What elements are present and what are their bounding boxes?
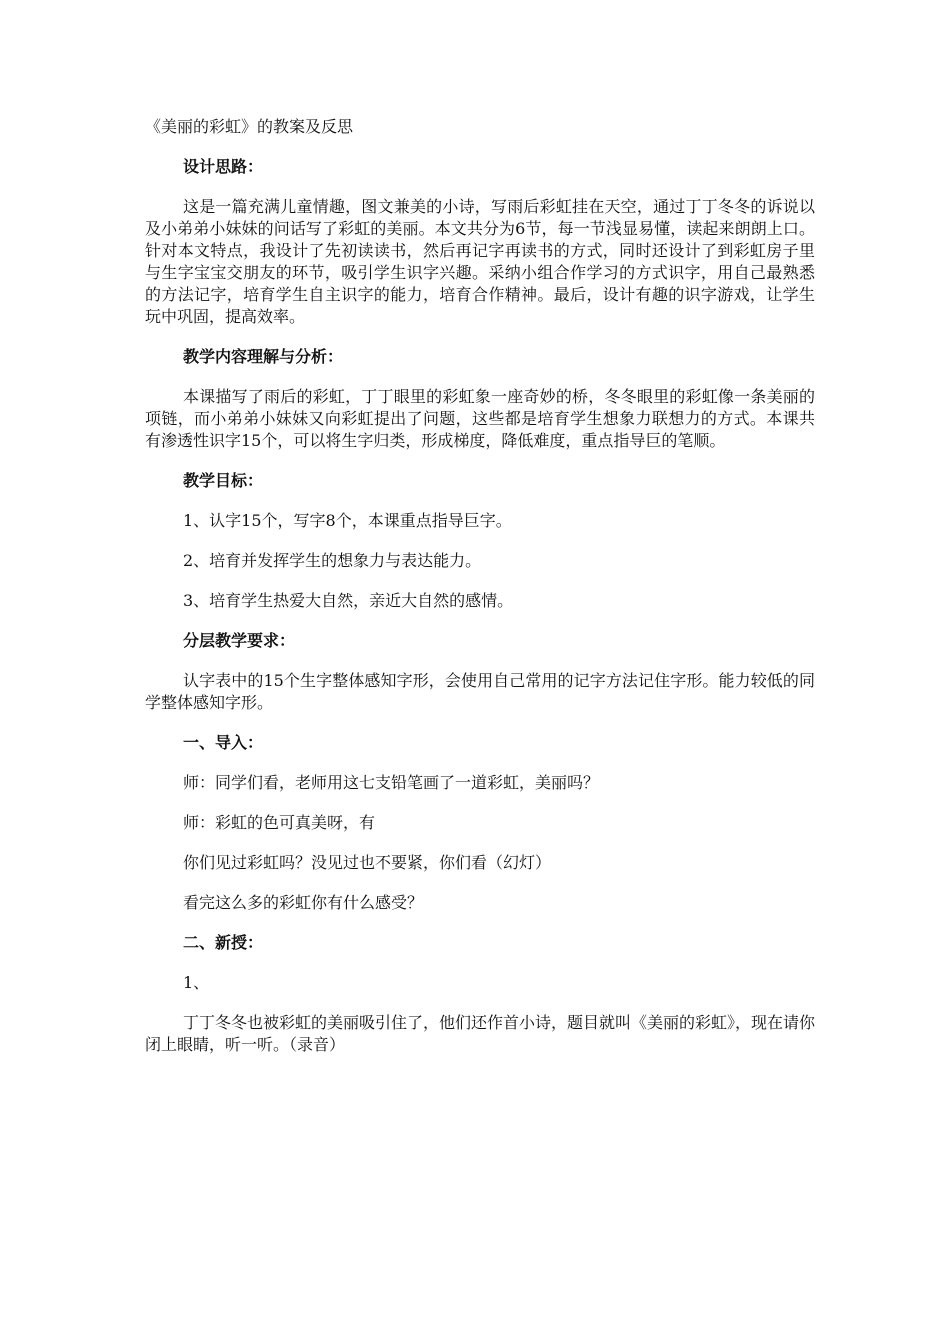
goal-item-2: 2、培育并发挥学生的想象力与表达能力。 <box>183 551 482 570</box>
design-heading: 设计思路： <box>183 157 264 176</box>
intro-line-1: 师：同学们看，老师用这七支铅笔画了一道彩虹，美丽吗？ <box>183 773 600 792</box>
goals-heading: 教学目标： <box>183 471 264 490</box>
newlesson-paragraph: 丁丁冬冬也被彩虹的美丽吸引住了，他们还作首小诗，题目就叫《美丽的彩虹》，现在请你闭上眼睛，听一听。（录音） <box>145 1013 816 1054</box>
intro-line-4: 看完这么多的彩虹你有什么感受？ <box>183 893 424 912</box>
goal-item-3: 3、培育学生热爱大自然，亲近大自然的感情。 <box>183 591 514 610</box>
goal-item-1: 1、认字15个，写字8个，本课重点指导巨字。 <box>183 511 512 530</box>
intro-line-2: 师：彩虹的色可真美呀，有 <box>183 813 376 832</box>
analysis-paragraph: 本课描写了雨后的彩虹，丁丁眼里的彩虹象一座奇妙的桥，冬冬眼里的彩虹像一条美丽的项链，而小弟弟小妹妹又向彩虹提出了问题，这些都是培育学生想象力联想力的方式。本课共有渗透性识字15个，可以将生字归类，形成梯度，降低难度，重点指导巨的笔顺。 <box>145 387 815 450</box>
document-body <box>145 116 815 1074</box>
intro-line-3: 你们见过彩虹吗？没见过也不要紧，你们看（幻灯） <box>183 853 552 872</box>
intro-heading: 一、导入： <box>183 733 264 752</box>
layered-paragraph: 认字表中的15个生字整体感知字形，会使用自己常用的记字方法记住字形。能力较低的同学整体感知字形。 <box>145 671 815 712</box>
document-title: 《美丽的彩虹》的教案及反思 <box>145 117 354 136</box>
design-paragraph: 这是一篇充满儿童情趣，图文兼美的小诗，写雨后彩虹挂在天空，通过丁丁冬冬的诉说以及小弟弟小妹妹的问话写了彩虹的美丽。本文共分为6节，每一节浅显易懂，读起来朗朗上口。针对本文特点，我设计了先初读读书，然后再记字再读书的方式，同时还设计了到彩虹房子里与生字宝宝交朋友的环节，吸引学生识字兴趣。采纳小组合作学习的方式识字，用自己最熟悉的方法记字，培育学生自主识字的能力，培育合作精神。最后，设计有趣的识字游戏，让学生玩中巩固，提高效率。 <box>145 197 815 326</box>
newlesson-heading: 二、新授： <box>183 933 264 952</box>
newlesson-step: 1、 <box>183 973 210 992</box>
layered-heading: 分层教学要求： <box>183 631 296 650</box>
analysis-heading: 教学内容理解与分析： <box>183 347 344 366</box>
